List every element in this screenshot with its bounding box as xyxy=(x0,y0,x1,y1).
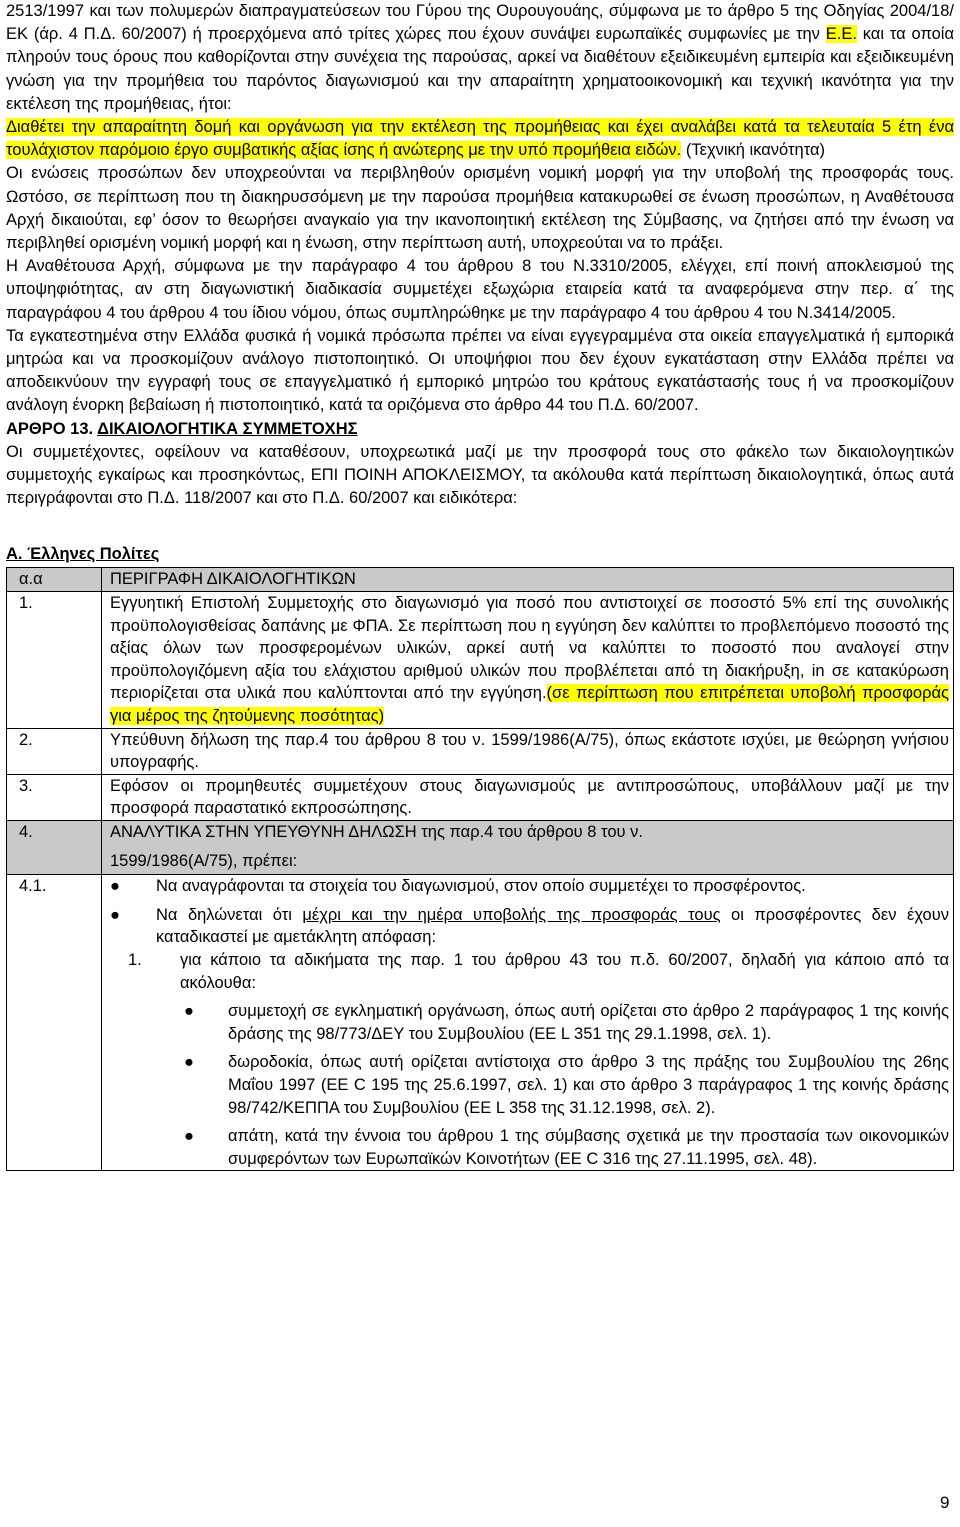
table-header-row xyxy=(7,568,954,592)
intro-p1-pre: 2513/1997 και των πολυμερών διαπραγματεύσεων του Γύρου της Ουρουγουάης, σύμφωνα με το άρθρο 5 της Οδηγίας 2004/18/ΕΚ (άρ. 4 Π.Δ. 60/2007) ή προερχόμενα από τρίτες χώρες που έχουν συνάψει ευρωπαϊκές συμφωνίες με την xyxy=(6,2,954,44)
sub-bullet-text: συμμετοχή σε εγκληματική οργάνωση, όπως αυτή ορίζεται στο άρθρο 2 παράγραφος 1 της κοινής δράσης της 98/773/ΔΕΥ του Συμβουλίου (ΕΕ L 351 της 29.1.1998, σελ. 1). xyxy=(228,1002,949,1043)
row-description xyxy=(102,821,954,875)
technical-capacity-paragraph xyxy=(6,116,954,162)
list-item xyxy=(104,1125,949,1170)
row-number: 2. xyxy=(7,728,102,774)
article-heading xyxy=(6,418,954,441)
list-item xyxy=(104,904,949,949)
row-description xyxy=(102,875,954,1171)
numbered-item-number: 1. xyxy=(128,950,142,969)
offshore-check-paragraph: Η Αναθέτουσα Αρχή, σύμφωνα με την παράγραφο 4 του άρθρου 8 του Ν.3310/2005, ελέγχει, επί ποινή αποκλεισμού της υποψηφιότητας, αν στη διαγωνιστική διαδικασία συμμετέχει εξωχώρια εταιρεία κατά τα αναφερόμενα στην περ. α΄ της παραγράφου 4 του άρθρου 4 του ίδιου νόμου, όπως συμπληρώθηκε με την παράγραφο 4 του άρθρου 4 του Ν.3414/2005. xyxy=(6,257,954,322)
page-number: 9 xyxy=(940,1493,950,1512)
list-item xyxy=(104,1000,949,1045)
article-body: Οι συμμετέχοντες, οφείλουν να καταθέσουν, υποχρεωτικά μαζί με την προσφορά τους στο φάκελο των δικαιολογητικών συμμετοχής εγκαίρως και προσηκόντως, ΕΠΙ ΠΟΙΝΗ ΑΠΟΚΛΕΙΣΜΟΥ, τα ακόλουθα κατά περίπτωση δικαιολογητικά, όπως αυτά περιγράφονται στο Π.Δ. 118/2007 και στο Π.Δ. 60/2007 και ειδικότερα: xyxy=(6,442,954,508)
bullet-icon: ● xyxy=(110,877,120,896)
guarantee-highlight: (σε περίπτωση που επιτρέπεται υποβολή προσφοράς για μέρος της ζητούμενης ποσότητας) xyxy=(110,684,949,726)
bullet-text: Να αναγράφονται τα στοιχεία του διαγωνισμού, στον οποίο συμμετέχει το προσφέροντος. xyxy=(156,877,806,896)
list-item xyxy=(104,1051,949,1119)
bullet-text-underline: μέχρι και την ημέρα υποβολής της προσφοράς τους xyxy=(302,905,721,924)
technical-capacity-highlight: Διαθέτει την απαραίτητη δομή και οργάνωση για την εκτέλεση της προμήθειας και έχει αναλάβει κατά τα τελευταία 5 έτη ένα τουλάχιστον παρόμοιο έργο συμβατικής αξίας ίσης ή ανώτερης με την υπό προμήθεια ειδών. xyxy=(6,118,954,160)
table-row xyxy=(7,728,954,774)
article-label: ΑΡΘΡΟ 13. xyxy=(6,419,94,438)
bullet-text-pre: Να δηλώνεται ότι xyxy=(156,905,303,924)
numbered-item-text: για κάποιο τα αδικήματα της παρ. 1 του άρθρου 43 του π.δ. 60/2007, δηλαδή για κάποιο από τα ακόλουθα: xyxy=(180,950,949,992)
list-item xyxy=(104,875,949,898)
intro-p1-highlight: Ε.Ε. xyxy=(825,25,857,44)
bullet-icon: ● xyxy=(110,905,120,924)
declaration-heading-cont: 1599/1986(Α/75), πρέπει: xyxy=(110,851,298,870)
bullet-icon: ● xyxy=(184,1002,194,1021)
numbered-item xyxy=(104,949,949,994)
bullet-icon: ● xyxy=(184,1053,194,1072)
table-row xyxy=(7,774,954,820)
row-number: 3. xyxy=(7,774,102,820)
row-number: 1. xyxy=(7,592,102,729)
guarantee-text: Εγγυητική Επιστολή Συμμετοχής στο διαγωνισμό για ποσό που αντιστοιχεί σε ποσοστό 5% επί της συνολικής προϋπολογισθείσας δαπάνης με ΦΠΑ. Σε περίπτωση που η εγγύηση δεν καλύπτει το προβλεπόμενο ποσοστό της αξίας όλων των προσφερομένων υλικών, αρκεί αυτή να καλύπτει το ποσοστό που αναλογεί στην προϋπολογιζόμενη αξία του ελάχιστου αριθμού υλικών που προβλέπεται από τη διακήρυξη, in σε κατακύρωση περιορίζεται στα υλικά που καλύπτονται από την εγγύηση. xyxy=(110,594,949,703)
row-number: 4.1. xyxy=(7,875,102,1171)
article-title: ΔΙΚΑΙΟΛΟΓΗΤΙΚΑ ΣΥΜΜΕΤΟΧΗΣ xyxy=(97,419,358,438)
page-content xyxy=(6,0,954,1171)
row-description: Εφόσον οι προμηθευτές συμμετέχουν στους διαγωνισμούς με αντιπροσώπους, υποβάλλουν μαζί με την προσφορά παραστατικό εκπροσώπησης. xyxy=(102,774,954,820)
sub-bullet-text: δωροδοκία, όπως αυτή ορίζεται αντίστοιχα στο άρθρο 3 της πράξης του Συμβουλίου της 26ης Μαΐου 1997 (ΕΕ C 195 της 25.6.1997, σελ. 1) και στο άρθρο 3 παράγραφος 1 της κοινής δράσης 98/742/ΚΕΠΠΑ του Συμβουλίου (ΕΕ L 358 της 31.12.1998, σελ. 2). xyxy=(228,1053,949,1117)
documents-table xyxy=(6,567,954,1171)
row-description xyxy=(102,592,954,729)
table-row xyxy=(7,821,954,875)
row-number: 4. xyxy=(7,821,102,875)
technical-capacity-note: (Τεχνική ικανότητα) xyxy=(681,141,826,160)
section-a-heading: Α. Έλληνες Πολίτες xyxy=(6,545,160,564)
sub-bullet-text: απάτη, κατά την έννοια του άρθρου 1 της σύμβασης σχετικά με την προστασία των οικονομικών συμφερόντων των Ευρωπαϊκών Κοινοτήτων (ΕΕ C 316 της 27.11.1995, σελ. 48). xyxy=(228,1127,949,1168)
intro-p1-post: και τα οποία πληρούν τους όρους που καθορίζονται στην συνέχεια της παρούσας, αρκεί να διαθέτουν εξειδικευμένη εμπειρία και εξειδικευμένη γνώση για την προμήθεια του παρόντος διαγωνισμού και την απαραίτητη χρηματοοικονομική και τεχνική ικανότητα για την εκτέλεση της προμήθειας, ήτοι: xyxy=(6,25,954,113)
table-row xyxy=(7,875,954,1171)
unions-paragraph: Οι ενώσεις προσώπων δεν υποχρεούνται να περιβληθούν ορισμένη νομική μορφή για την υποβολή της προσφοράς τους. Ωστόσο, σε περίπτωση που τη διακηρυσσόμενη με την παρούσα προμήθεια κατακυρωθεί σε ένωση προσώπων, η Αναθέτουσα Αρχή δικαιούται, εφ’ όσον το θεωρήσει αναγκαίο για την ικανοποιητική εκτέλεση της Σύμβασης, να ζητήσει από την ένωση να περιβληθεί ορισμένη νομική μορφή και η ένωση, στην περίπτωση αυτή, υποχρεούται να το πράξει. xyxy=(6,164,954,253)
bullet-text-post: οι προσφέροντες δεν έχουν καταδικαστεί με αμετάκλητη απόφαση: xyxy=(156,905,949,947)
declaration-heading: ΑΝΑΛΥΤΙΚΑ ΣΤΗΝ ΥΠΕΥΘΥΝΗ ΔΗΛΩΣΗ της παρ.4 του άρθρου 8 του ν. xyxy=(110,823,643,841)
table-header-desc: ΠΕΡΙΓΡΑΦΗ ΔΙΚΑΙΟΛΟΓΗΤΙΚΩΝ xyxy=(102,568,954,592)
table-header-num: α.α xyxy=(7,568,102,592)
table-row xyxy=(7,592,954,729)
row-description: Υπεύθυνη δήλωση της παρ.4 του άρθρου 8 του ν. 1599/1986(Α/75), όπως εκάστοτε ισχύει, με θεώρηση γνήσιου υπογραφής. xyxy=(102,728,954,774)
bullet-icon: ● xyxy=(184,1127,194,1146)
registration-paragraph: Τα εγκατεστημένα στην Ελλάδα φυσικά ή νομικά πρόσωπα πρέπει να είναι εγγεγραμμένα στα οικεία επαγγελματικά ή εμπορικά μητρώα και να προσκομίζουν ανάλογο πιστοποιητικό. Οι υποψήφιοι που δεν έχουν εγκατάσταση στην Ελλάδα πρέπει να αποδεικνύουν την εγγραφή τους σε επαγγελματικό ή εμπορικό μητρώο του κράτους εγκατάστασής τους ή να προσκομίζουν ανάλογη ένορκη βεβαίωση ή πιστοποιητικό, κατά τα οριζόμενα στο άρθρο 44 του Π.Δ. 60/2007. xyxy=(6,326,954,415)
intro-paragraph-1 xyxy=(6,0,954,116)
